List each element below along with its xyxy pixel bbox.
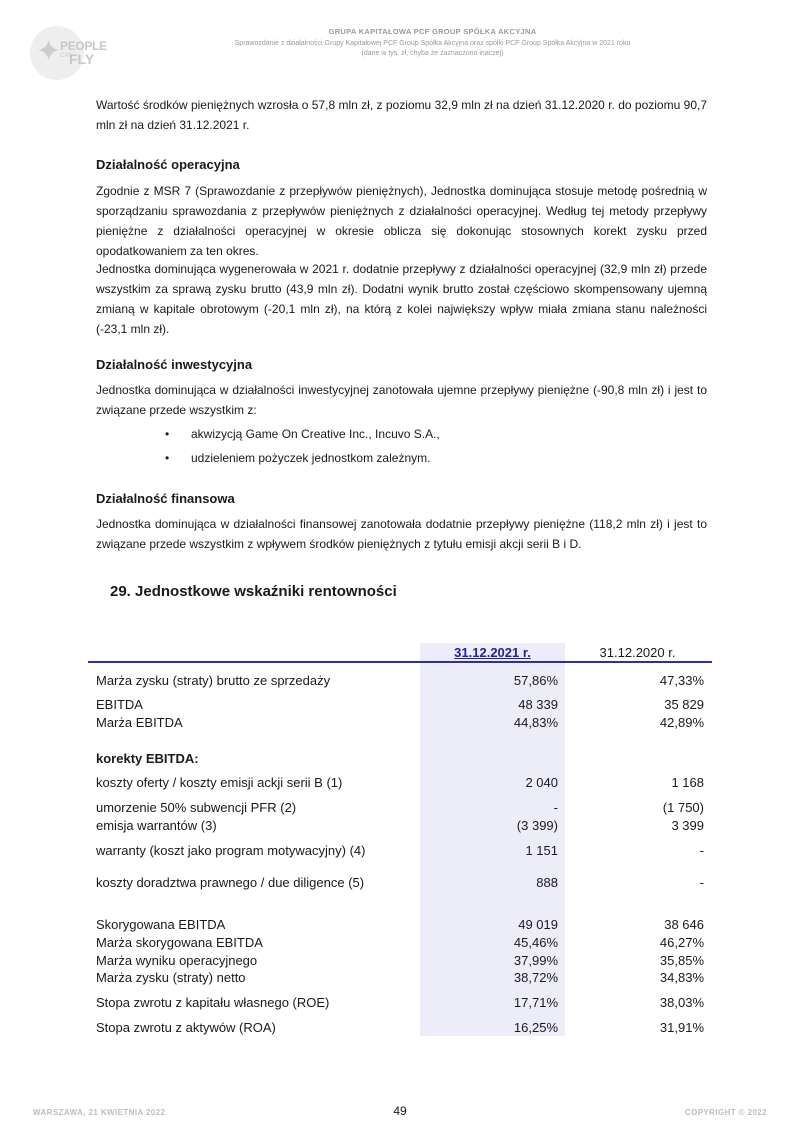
page-header bbox=[0, 27, 800, 59]
table-header-rule bbox=[88, 661, 712, 663]
logo-text-fly: FLY bbox=[69, 51, 95, 67]
page-number: 49 bbox=[393, 1104, 407, 1118]
page-footer bbox=[0, 1104, 800, 1120]
header-company: GRUPA KAPITAŁOWA PCF GROUP SPÓŁKA AKCYJNA bbox=[328, 27, 537, 36]
column-header-2020: 31.12.2020 r. bbox=[599, 645, 676, 660]
table-row: korekty EBITDA: bbox=[96, 751, 199, 766]
operating-body bbox=[96, 181, 707, 261]
financing-title: Działalność finansowa bbox=[96, 491, 235, 506]
table-row: warranty (koszt jako program motywacyjny) (4) 1 151 - bbox=[96, 843, 704, 858]
operating-section bbox=[96, 157, 707, 172]
investing-section bbox=[96, 357, 707, 372]
table-row: Marża skorygowana EBITDA 45,46% 46,27% bbox=[96, 935, 704, 950]
table-row: emisja warrantów (3) (3 399) 3 399 bbox=[96, 818, 704, 833]
table-row: Marża wyniku operacyjnego 37,99% 35,85% bbox=[96, 953, 704, 968]
table-row: koszty oferty / koszty emisji ackji serii B (1) 2 040 1 168 bbox=[96, 775, 704, 790]
table-row: umorzenie 50% subwencji PFR (2) - (1 750) bbox=[96, 800, 704, 815]
logo-text-can: CAN bbox=[60, 53, 73, 59]
financing-paragraph: Jednostka dominująca w działalności finansowej zanotowała dodatnie przepływy pieniężne (118,2 mln zł) i jest to związane przede wszystkim z wpływem środków pieniężnych z tytułu emisji akcji serii B i D. bbox=[96, 517, 707, 551]
figure-icon: ✦ bbox=[36, 35, 62, 68]
financing-body bbox=[96, 514, 707, 554]
footer-place-date: WARSZAWA, 21 KWIETNIA 2022 bbox=[33, 1108, 166, 1117]
operating-title: Działalność operacyjna bbox=[96, 157, 240, 172]
table-row: Stopa zwrotu z aktywów (ROA) 16,25% 31,91% bbox=[96, 1020, 704, 1035]
table-row: EBITDA 48 339 35 829 bbox=[96, 697, 704, 712]
logo-text-people: PEOPLE bbox=[60, 39, 107, 53]
financing-section bbox=[96, 491, 707, 506]
table-row: Marża zysku (straty) netto 38,72% 34,83% bbox=[96, 970, 704, 985]
investing-body bbox=[96, 380, 707, 420]
table-row: Marża EBITDA 44,83% 42,89% bbox=[96, 715, 704, 730]
table-row: Marża zysku (straty) brutto ze sprzedaży 57,86% 47,33% bbox=[96, 673, 704, 688]
investing-title: Działalność inwestycyjna bbox=[96, 357, 253, 372]
list-item: • akwizycją Game On Creative Inc., Incuvo S.A., bbox=[191, 424, 691, 444]
header-note: (dane w tys. zł, chyba że zaznaczono inaczej) bbox=[361, 50, 504, 57]
table-row: koszty doradztwa prawnego / due diligence (5) 888 - bbox=[96, 875, 704, 890]
section-heading: 29. Jednostkowe wskaźniki rentowności bbox=[110, 583, 397, 600]
table-row: Stopa zwrotu z kapitału własnego (ROE) 17,71% 38,03% bbox=[96, 995, 704, 1010]
investing-paragraph: Jednostka dominująca w działalności inwestycyjnej zanotowała ujemne przepływy pieniężne (-90,8 mln zł) i jest to związane przede wszystkim z: bbox=[96, 383, 707, 417]
operating-paragraph-2: Jednostka dominująca wygenerowała w 2021 r. dodatnie przepływy z działalności operacyjnej (32,9 mln zł) przede wszystkim za sprawą zysku brutto (43,9 mln zł). Dodatni wynik brutto został częściowo skompensowany ujemną zmianą w kapitale obrotowym (-20,1 mln zł), na którą z kolei największy wpływ miała zmiana stanu należności (-23,1 mln zł). bbox=[96, 262, 707, 336]
intro-block bbox=[96, 95, 707, 135]
investing-bullets bbox=[165, 424, 691, 468]
table-row: Skorygowana EBITDA 49 019 38 646 bbox=[96, 917, 704, 932]
column-header-2021: 31.12.2021 r. bbox=[454, 645, 531, 660]
bullet-icon: • bbox=[165, 451, 170, 465]
operating-paragraph-1: Zgodnie z MSR 7 (Sprawozdanie z przepływów pieniężnych), Jednostka dominująca stosuje metodę pośrednią w sporządzaniu sprawozdania z przepływów pieniężnych z działalności operacyjnej. Według tej metody przepływy pieniężne z działalności operacyjnej w okresie oblicza się dokonując stosownych korekt zysku przed opodatkowaniem za ten okres. bbox=[96, 184, 707, 258]
header-subtitle: Sprawozdanie z działalności Grupy Kapitałowej PCF Group Spółka Akcyjna oraz spółki PCF Group Spółka Akcyjna w 2021 roku bbox=[234, 40, 631, 47]
intro-paragraph: Wartość środków pieniężnych wzrosła o 57,8 mln zł, z poziomu 32,9 mln zł na dzień 31.12.2020 r. do poziomu 90,7 mln zł na dzień 31.12.2021 r. bbox=[96, 98, 707, 132]
footer-copyright: COPYRIGHT © 2022 bbox=[684, 1108, 767, 1117]
list-item: • udzieleniem pożyczek jednostkom zależnym. bbox=[191, 448, 691, 468]
operating-body-2 bbox=[96, 259, 707, 339]
bullet-icon: • bbox=[165, 427, 170, 441]
